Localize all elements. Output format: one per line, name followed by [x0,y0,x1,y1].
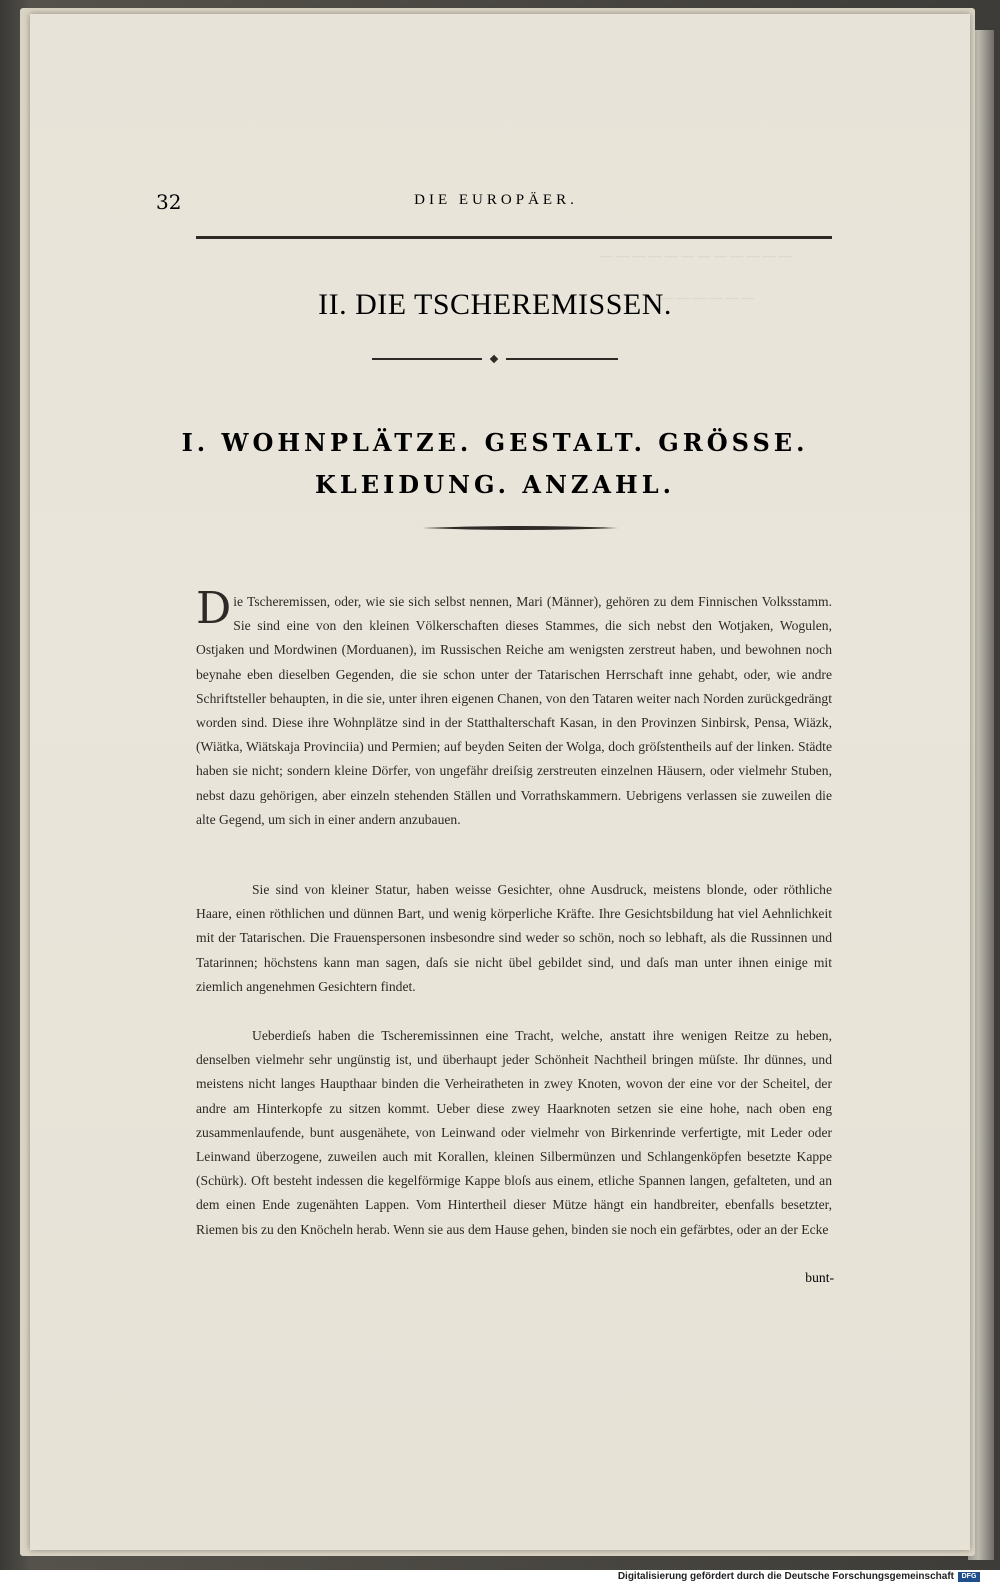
dfg-logo: DFG [958,1572,980,1582]
ornament-divider [422,522,618,534]
footer-credit: Digitalisierung gefördert durch die Deutsche Forschungsgemeinschaft [617,1571,954,1582]
catchword: bunt- [805,1270,834,1285]
header-rule [196,236,832,239]
paragraph-text: ie Tscheremissen, oder, wie sie sich selbst nennen, Mari (Männer), gehören zu dem Finnischen Volksstamm. Sie sind eine von den kleinen Völkerschaften dieses Stammes, die sich nebst den Wotjaken, Wogulen, Ostjaken und Mordwinen (Morduanen), im Russischen Reiche am wenigsten zerstreut haben, und bewohnen noch beynahe eben dieselben Gegenden, die sie schon unter der Tatarischen Herrschaft inne gehabt, oder, wie andre Schriftsteller behaupten, in die sie, unter ihren eigenen Chanen, von den Tataren weiter nach Norden zurückgedrängt worden sind. Diese ihre Wohnplätze sind in der Statthalterschaft Kasan, in den Provinzen Sinbirsk, Pensa, Wiäzk, (Wiätka, Wiätskaja Provinciia) und Permien; auf beyden Seiten der Wolga, doch gröſstentheils auf der linken. Städte haben sie nicht; sondern kleine Dörfer, von ungefähr dreiſsig zerstreuten einzelnen Häusern, oder vielmehr Stuben, nebst dazu gehörigen, aber einzeln stehenden Ställen und Vorrathskammern. Uebrigens verlassen sie zuweilen die alte Gegend, um sich in einer andern anzubauen. [196,594,832,827]
paragraph: Ueberdieſs haben die Tscheremissinnen eine Tracht, welche, anstatt ihre wenigen Reitze zu heben, denselben vielmehr sehr ungünstig ist, und überhaupt jeder Schönheit Nachtheil bringen müſste. Ihr dünnes, und meistens nicht langes Haupthaar binden die Verheiratheten in zwey Knoten, wovon der eine vor der Scheitel, der andre am Hinterkopfe zu sitzen kommt. Ueber diese zwey Haarknoten setzen sie eine hohe, nach oben eng zusammenlaufende, bunt ausgenähete, von Leinwand oder vielmehr von Birkenrinde verfertigte, mit Leder oder Leinwand überzogene, zuweilen auch mit Korallen, kleinen Silbermünzen und Schlangenköpfen besetzte Kappe (Schürk). Oft besteht indessen die kegelförmige Kappe bloſs aus einem, etliche Spannen langen, gefalteten, und an dem einen Ende zugenähten Lappen. Vom Hintertheil dieser Mütze hängt ein handbreiter, ebenfalls besetzter, Riemen bis zu den Knöcheln herab. Wenn sie aus dem Hause gehen, binden sie noch ein gefärbtes, oder an der Ecke [196,1028,832,1237]
chapter-title: II. DIE TSCHEREMISSEN. [318,288,672,321]
page-header [156,186,836,226]
running-head: DIE EUROPÄER. [414,192,578,208]
section-title-line1: I. WOHNPLÄTZE. GESTALT. GRÖSSE. [181,428,809,457]
ornament-divider [372,353,618,365]
paragraph [196,583,832,832]
section-title-line2: KLEIDUNG. ANZAHL. [315,470,675,499]
drop-cap: D [196,583,232,634]
paragraph: Sie sind von kleiner Statur, haben weisse Gesichter, ohne Ausdruck, meistens blonde, oder röthliche Haare, einen röthlichen und dünnen Bart, und wenig körperliche Kräfte. Ihre Gesichtsbildung hat viel Aehnlichkeit mit der Tatarischen. Die Frauenspersonen insbesondre sind weder so schön, noch so lebhaft, als die Russinnen und Tatarinnen; höchstens kann man sagen, daſs sie nicht übel gebildet sind, und daſs man unter ihnen einige mit ziemlich angenehmen Gesichtern findet. [196,882,832,994]
page-number: 32 [156,190,182,214]
